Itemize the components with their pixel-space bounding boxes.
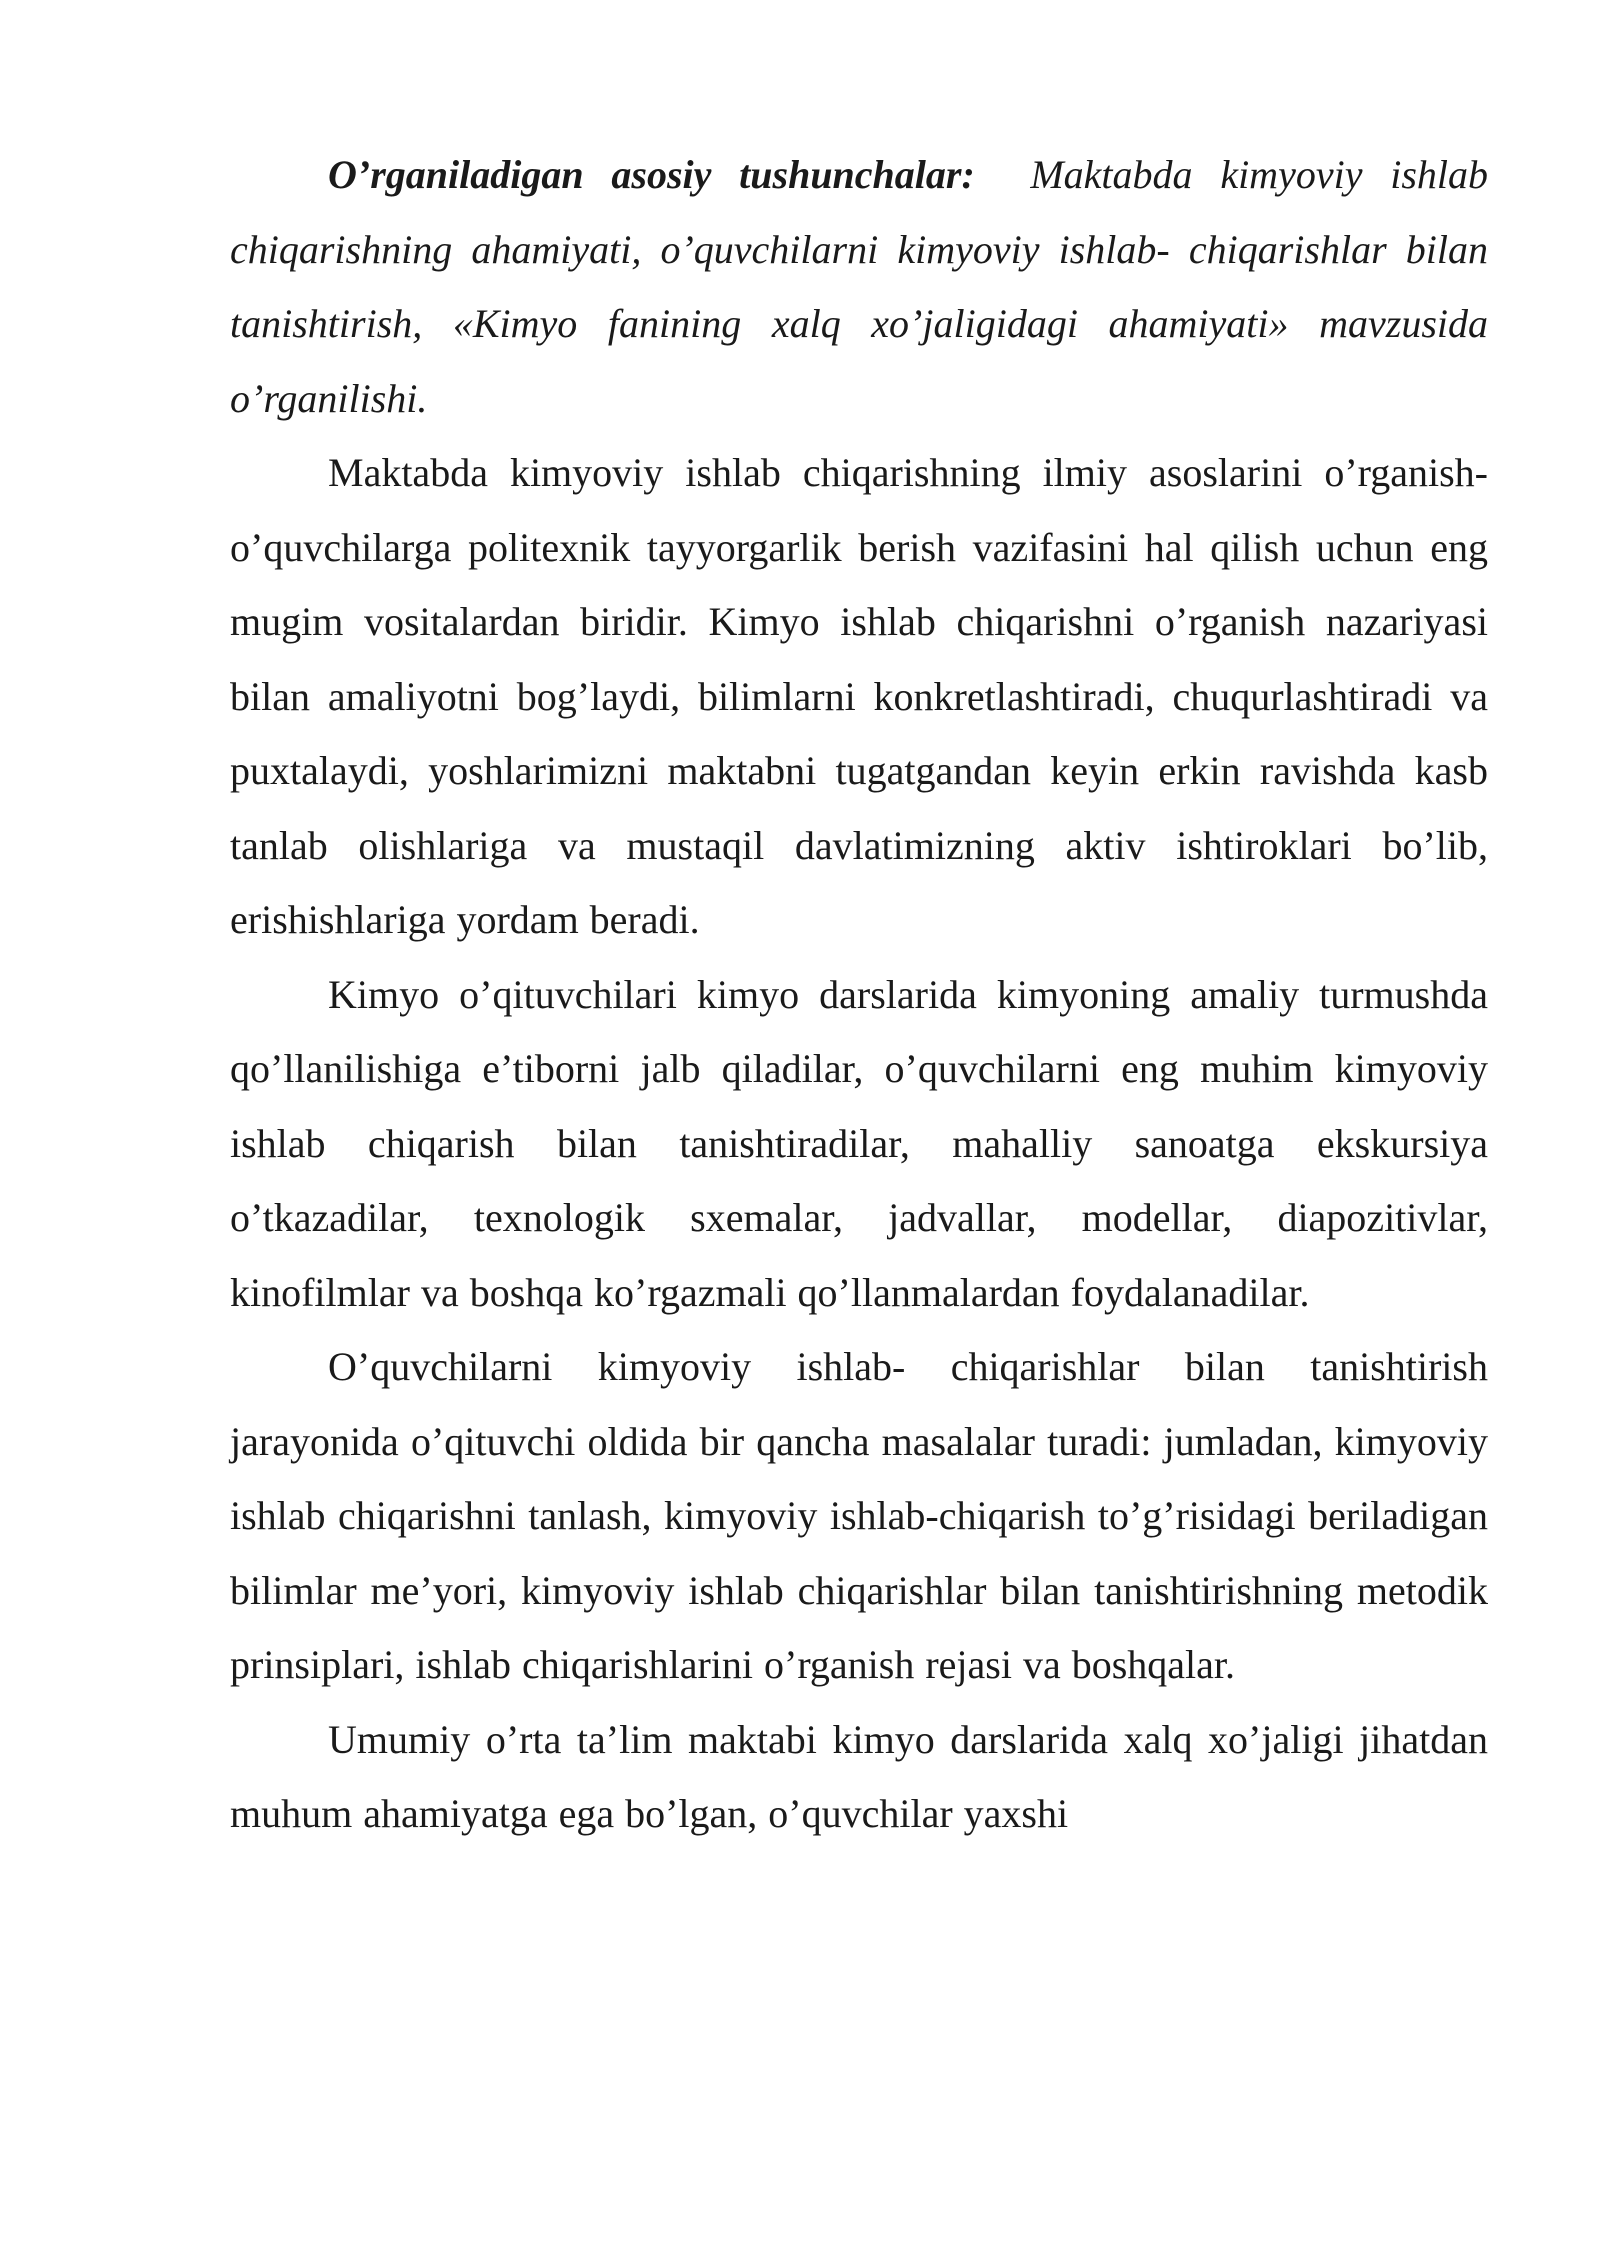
paragraph-1: Maktabda kimyoviy ishlab chiqarishning ilmiy asoslarini o’rganish- o’quvchilarga politexnik tayyorgarlik berish vazifasini hal qilish uchun eng mugim vositalardan biridir. Kimyo ishlab chiqarishni o’rganish nazariyasi bilan amaliyotni bog’laydi, bilimlarni konkretlashtiradi, chuqurlashtiradi va puxtalaydi, yoshlarimizni maktabni tugatgandan keyin erkin ravishda kasb tanlab olishlariga va mustaqil davlatimizning aktiv ishtiroklari bo’lib, erishishlariga yordam beradi.: [230, 450, 1488, 942]
paragraph-4: Umumiy o’rta ta’lim maktabi kimyo darslarida xalq xo’jaligi jihatdan muhum ahamiyatga ega bo’lgan, o’quvchilar yaxshi: [230, 1716, 1488, 1836]
document-body: [230, 138, 1488, 1852]
paragraph-2: Kimyo o’qituvchilari kimyo darslarida kimyoning amaliy turmushda qo’llanilishiga e’tiborni jalb qiladilar, o’quvchilarni eng muhim kimyoviy ishlab chiqarish bilan tanishtiradilar, mahalliy sanoatga ekskursiya o’tkazadilar, texnologik sxemalar, jadvallar, modellar, diapozitivlar, kinofilmlar va boshqa ko’rgazmali qo’llanmalardan foydalanadilar.: [230, 971, 1488, 1315]
intro-heading: O’rganiladigan asosiy tushunchalar:: [328, 152, 975, 197]
intro-paragraph: [230, 138, 1488, 436]
intro-body: Maktabda kimyoviy ishlab chiqarishning ahamiyati, o’quvchilarni kimyoviy ishlab- chiqarishlar bilan tanishtirish, «Kimyo fanining xalq xo’jaligidagi ahamiyati» mavzusida o’rganilishi.: [230, 152, 1489, 421]
paragraph-3: O’quvchilarni kimyoviy ishlab- chiqarishlar bilan tanishtirish jarayonida o’qituvchi oldida bir qancha masalalar turadi: jumladan, kimyoviy ishlab chiqarishni tanlash, kimyoviy ishlab-chiqarish to’g’risidagi beriladigan bilimlar me’yori, kimyoviy ishlab chiqarishlar bilan tanishtirishning metodik prinsiplari, ishlab chiqarishlarini o’rganish rejasi va boshqalar.: [230, 1344, 1488, 1687]
